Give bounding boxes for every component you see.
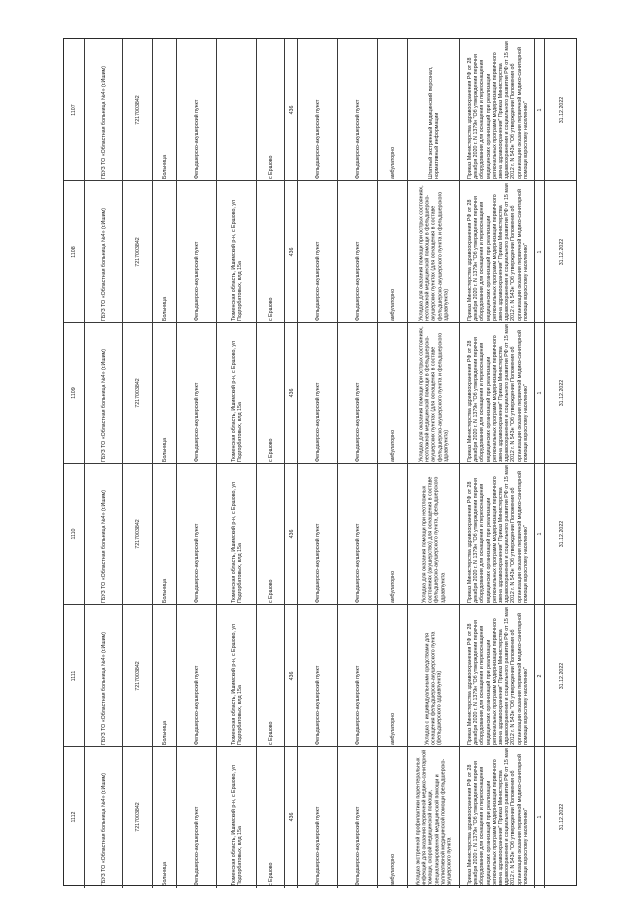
cell-type1	[297, 39, 338, 181]
table-row	[64, 463, 576, 605]
cell-inn	[122, 464, 153, 605]
cell-type1	[297, 747, 338, 888]
cell-text-basis: Приказ Министерства здравоохранения РФ от 28 декабря 2020 г. N 1379н "Об утверждении перечня оборудования для оснащения и переоснащения медицинских организаций при реализации региональных программ модернизации первичного звена здравоохранения" Приказ Министерства здравоохранения и социального развития РФ от 15 мая 2012 г. N 543н "Об утверждении Положения об организации оказания первичной медико-санитарной помощи взрослому населению"	[466, 748, 529, 886]
cell-text-qty: 1	[536, 532, 543, 536]
cell-text-unit: Фельдшерско-акушерский пункт	[193, 665, 200, 745]
cell-text-num: 1108	[70, 246, 77, 258]
table-row	[64, 604, 576, 746]
cell-text-reason: Укладка с индивидуальными средствами для оснащения фельдшерско-акушерского пункта (фельдшерского здравпункта)	[424, 631, 444, 745]
cell-mode	[377, 39, 408, 181]
cell-text-locality: с Ершово	[267, 862, 274, 886]
cell-text-org: ГБУЗ ТО «Областная больница №4» (г.Ишим)	[100, 207, 107, 321]
cell-text-pop: 436	[288, 247, 295, 257]
cell-basis	[459, 39, 535, 181]
cell-mode	[377, 747, 408, 888]
cell-address	[216, 323, 257, 464]
cell-reason	[407, 464, 460, 605]
cell-mode	[377, 323, 408, 464]
cell-text-date: 31.12.2022	[558, 96, 565, 124]
cell-text-qty: 1	[536, 250, 543, 254]
cell-date	[544, 39, 579, 181]
cell-text-basis: Приказ Министерства здравоохранения РФ от 28 декабря 2020 г. N 1379н "Об утверждении перечня оборудования для оснащения и переоснащения медицинских организаций при реализации региональных программ модернизации первичного звена здравоохранения" Приказ Министерства здравоохранения и социального развития РФ от 15 мая 2012 г. N 543н "Об утверждении Положения об организации оказания первичной медико-санитарной помощи взрослому населению"	[466, 606, 529, 745]
cell-date	[544, 181, 579, 322]
cell-text-pop: 436	[288, 105, 295, 115]
cell-address	[216, 747, 257, 888]
cell-text-mode: амбулаторно	[389, 712, 396, 745]
cell-text-mode: амбулаторно	[389, 430, 396, 463]
cell-date	[544, 605, 579, 746]
cell-text-kind: Больница	[161, 154, 168, 179]
cell-text-inn: 7217003842	[134, 802, 141, 832]
cell-num	[64, 464, 84, 605]
cell-text-unit: Фельдшерско-акушерский пункт	[193, 524, 200, 604]
cell-text-type2: Фельдшерско-акушерский пункт	[354, 665, 361, 745]
cell-text-mode: амбулаторно	[389, 853, 396, 886]
cell-text-org: ГБУЗ ТО «Областная больница №4» (г.Ишим)	[100, 773, 107, 886]
cell-text-address: Тюменская область, Ишимский р-н, с Ершово, ул Подгорбатовых, влд 15а	[230, 623, 243, 745]
cell-text-reason: Укладка для оказания помощи при острых состояниях, неотложной медицинской помощи в фельдшерско-акушерских пунктах (для оснащения в составе фельдшерско-акушерского пункта и фельдшерского здравпункта)	[418, 326, 450, 463]
cell-type1	[297, 181, 338, 322]
cell-mode	[377, 605, 408, 746]
cell-text-locality: с Ершово	[267, 579, 274, 604]
cell-basis	[459, 181, 535, 322]
cell-text-type2: Фельдшерско-акушерский пункт	[354, 99, 361, 179]
cell-text-reason: Укладка экстренной профилактики парентеральных инфекций для оказания первичной медико-санитарной помощи, скорой медицинской помощи, специализированной медицинской помощи и паллиативной медицинской помощи фельдшерско-акушерского пункта	[415, 749, 453, 886]
cell-text-num: 1109	[70, 387, 77, 399]
cell-text-inn: 7217003842	[134, 519, 141, 550]
cell-locality	[256, 39, 285, 181]
cell-date	[544, 464, 579, 605]
cell-text-qty: 1	[536, 815, 543, 819]
cell-text-type1: Фельдшерско-акушерский пункт	[314, 99, 321, 179]
cell-text-kind: Больница	[161, 720, 168, 745]
cell-text-kind: Больница	[161, 579, 168, 604]
cell-address	[216, 605, 257, 746]
cell-org	[84, 605, 123, 746]
cell-inn	[122, 747, 153, 888]
cell-text-type2: Фельдшерско-акушерский пункт	[354, 241, 361, 321]
cell-text-reason: Укладка для оказания помощи при острых состояниях, неотложной медицинской помощи в фельдшерско-акушерских пунктах (для оснащения в составе фельдшерско-акушерского пункта и фельдшерского здравпункта)	[418, 185, 450, 321]
cell-pop	[284, 323, 298, 464]
cell-text-type2: Фельдшерско-акушерский пункт	[354, 806, 361, 886]
cell-type2	[337, 605, 378, 746]
cell-reason	[407, 181, 460, 322]
cell-text-num: 1111	[70, 670, 77, 681]
cell-kind	[152, 181, 177, 322]
cell-text-qty: 1	[536, 391, 543, 395]
cell-text-date: 31.12.2022	[558, 803, 565, 831]
cell-text-date: 31.12.2022	[558, 238, 565, 266]
cell-mode	[377, 181, 408, 322]
cell-text-pop: 436	[288, 529, 295, 539]
cell-text-num: 1107	[70, 104, 77, 116]
cell-locality	[256, 181, 285, 322]
cell-text-date: 31.12.2022	[558, 662, 565, 689]
cell-text-reason: Укладка для оказания помощи при неотложных состояниях (акушерство) для оснащения в составе фельдшерско-акушерского пункта, фельдшерского здравпункта	[421, 477, 447, 604]
table-row	[64, 39, 576, 181]
cell-text-basis: Приказ Министерства здравоохранения РФ от 28 декабря 2020 г. N 1379н "Об утверждении перечня оборудования для оснащения и переоснащения медицинских организаций при реализации региональных программ модернизации первичного звена здравоохранения" Приказ Министерства здравоохранения и социального развития РФ от 15 мая 2012 г. N 543н "Об утверждении Положения об организации оказания первичной медико-санитарной помощи взрослому населению"	[466, 465, 529, 604]
cell-type2	[337, 464, 378, 605]
cell-text-locality: с Ершово	[267, 297, 274, 321]
cell-org	[84, 464, 123, 605]
cell-text-org: ГБУЗ ТО «Областная больница №4» (г.Ишим)	[100, 631, 107, 745]
cell-inn	[122, 605, 153, 746]
cell-text-type1: Фельдшерско-акушерский пункт	[314, 382, 321, 463]
cell-text-qty: 1	[536, 108, 543, 112]
cell-kind	[152, 605, 177, 746]
cell-text-inn: 7217003842	[134, 237, 141, 267]
cell-text-address: Тюменская область, Ишимский р-н, с Ершово, ул Подгорбатовых, влд 15а	[230, 482, 243, 604]
cell-text-mode: амбулаторно	[389, 288, 396, 321]
cell-text-inn: 7217003842	[134, 95, 141, 125]
cell-text-num: 1112	[70, 811, 77, 823]
cell-reason	[407, 747, 460, 888]
cell-address	[216, 181, 257, 322]
cell-text-locality: с Ершово	[267, 438, 274, 463]
cell-text-date: 31.12.2022	[558, 379, 565, 407]
cell-pop	[284, 464, 298, 605]
cell-text-address: Тюменская область, Ишимский р-н, с Ершово, ул Подгорбатовых, влд 15а	[230, 764, 243, 886]
cell-text-mode: амбулаторно	[389, 571, 396, 604]
cell-locality	[256, 323, 285, 464]
cell-unit	[176, 39, 217, 181]
cell-locality	[256, 747, 285, 888]
cell-type2	[337, 323, 378, 464]
cell-locality	[256, 464, 285, 605]
cell-text-type1: Фельдшерско-акушерский пункт	[314, 524, 321, 604]
cell-text-address: Тюменская область, Ишимский р-н, с Ершово, ул Подгорбатовых, влд 15а	[230, 199, 243, 321]
cell-kind	[152, 39, 177, 181]
table-row	[64, 746, 576, 888]
cell-org	[84, 39, 123, 181]
cell-reason	[407, 605, 460, 746]
cell-basis	[459, 605, 535, 746]
cell-type2	[337, 181, 378, 322]
cell-type1	[297, 323, 338, 464]
cell-basis	[459, 323, 535, 464]
cell-type2	[337, 39, 378, 181]
cell-text-address: Тюменская область, Ишимский р-н, с Ершово, ул Подгорбатовых, влд 15а	[230, 341, 243, 463]
cell-inn	[122, 181, 153, 322]
cell-reason	[407, 323, 460, 464]
cell-text-locality: с Ершово	[267, 721, 274, 745]
cell-text-num: 1110	[70, 528, 77, 540]
equipment-table	[63, 38, 577, 886]
cell-text-pop: 436	[288, 671, 295, 681]
cell-text-type1: Фельдшерско-акушерский пункт	[314, 665, 321, 745]
cell-text-unit: Фельдшерско-акушерский пункт	[193, 806, 200, 886]
cell-text-basis: Приказ Министерства здравоохранения РФ от 28 декабря 2020 г. N 1379н "Об утверждении перечня оборудования для оснащения и переоснащения медицинских организаций при реализации региональных программ модернизации первичного звена здравоохранения" Приказ Министерства здравоохранения и социального развития РФ от 15 мая 2012 г. N 543н "Об утверждении Положения об организации оказания первичной медико-санитарной помощи взрослому населению"	[466, 41, 529, 179]
cell-date	[544, 747, 579, 888]
cell-type1	[297, 464, 338, 605]
cell-text-type2: Фельдшерско-акушерский пункт	[354, 382, 361, 463]
cell-date	[544, 323, 579, 464]
cell-text-kind: Больница	[161, 296, 168, 321]
cell-text-unit: Фельдшерско-акушерский пункт	[193, 241, 200, 321]
cell-basis	[459, 747, 535, 888]
cell-address	[216, 464, 257, 605]
cell-basis	[459, 464, 535, 605]
cell-num	[64, 39, 84, 181]
cell-org	[84, 747, 123, 888]
cell-pop	[284, 747, 298, 888]
cell-inn	[122, 323, 153, 464]
cell-text-type1: Фельдшерско-акушерский пункт	[314, 806, 321, 886]
cell-type1	[297, 605, 338, 746]
cell-kind	[152, 747, 177, 888]
cell-text-unit: Фельдшерско-акушерский пункт	[193, 99, 200, 179]
cell-text-org: ГБУЗ ТО «Областная больница №4» (г.Ишим)	[100, 349, 107, 463]
cell-inn	[122, 39, 153, 181]
cell-pop	[284, 181, 298, 322]
cell-org	[84, 181, 123, 322]
cell-text-type2: Фельдшерско-акушерский пункт	[354, 524, 361, 604]
cell-text-inn: 7217003842	[134, 378, 141, 408]
cell-text-kind: Больница	[161, 861, 168, 886]
cell-locality	[256, 605, 285, 746]
cell-type2	[337, 747, 378, 888]
cell-text-locality: с Ершово	[267, 155, 274, 179]
cell-text-date: 31.12.2022	[558, 521, 565, 548]
cell-text-type1: Фельдшерско-акушерский пункт	[314, 241, 321, 321]
cell-text-unit: Фельдшерско-акушерский пункт	[193, 382, 200, 463]
cell-unit	[176, 181, 217, 322]
cell-unit	[176, 464, 217, 605]
cell-address	[216, 39, 257, 181]
cell-text-qty: 2	[536, 674, 543, 678]
cell-num	[64, 181, 84, 322]
cell-num	[64, 747, 84, 888]
cell-text-basis: Приказ Министерства здравоохранения РФ от 28 декабря 2020 г. N 1379н "Об утверждении перечня оборудования для оснащения и переоснащения медицинских организаций при реализации региональных программ модернизации первичного звена здравоохранения" Приказ Министерства здравоохранения и социального развития РФ от 15 мая 2012 г. N 543н "Об утверждении Положения об организации оказания первичной медико-санитарной помощи взрослому населению"	[466, 183, 529, 321]
cell-num	[64, 323, 84, 464]
cell-text-org: ГБУЗ ТО «Областная больница №4» (г.Ишим)	[100, 66, 107, 179]
cell-text-pop: 436	[288, 812, 295, 822]
cell-pop	[284, 605, 298, 746]
cell-text-inn: 7217003842	[134, 660, 141, 691]
cell-text-org: ГБУЗ ТО «Областная больница №4» (г.Ишим)	[100, 490, 107, 604]
cell-unit	[176, 605, 217, 746]
cell-text-pop: 436	[288, 388, 295, 398]
cell-kind	[152, 323, 177, 464]
cell-text-reason: Штатный экстренный медицинский персонал, нормативный информации	[427, 66, 440, 179]
cell-kind	[152, 464, 177, 605]
cell-text-kind: Больница	[161, 438, 168, 463]
cell-unit	[176, 323, 217, 464]
cell-pop	[284, 39, 298, 181]
cell-num	[64, 605, 84, 746]
table-row	[64, 322, 576, 464]
table-row	[64, 180, 576, 322]
cell-text-mode: амбулаторно	[389, 146, 396, 179]
cell-text-basis: Приказ Министерства здравоохранения РФ от 28 декабря 2020 г. N 1379н "Об утверждении перечня оборудования для оснащения и переоснащения медицинских организаций при реализации региональных программ модернизации первичного звена здравоохранения" Приказ Министерства здравоохранения и социального развития РФ от 15 мая 2012 г. N 543н "Об утверждении Положения об организации оказания первичной медико-санитарной помощи взрослому населению"	[466, 324, 529, 463]
cell-unit	[176, 747, 217, 888]
cell-reason	[407, 39, 460, 181]
cell-mode	[377, 464, 408, 605]
cell-org	[84, 323, 123, 464]
